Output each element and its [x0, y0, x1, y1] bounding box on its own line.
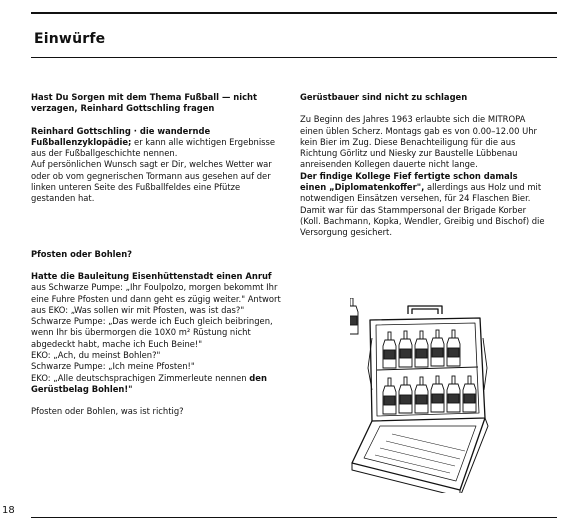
- article-paragraph: Schwarze Pumpe: „Ich meine Pfosten!": [31, 361, 195, 372]
- article-heading-pfosten: Pfosten oder Bohlen?: [31, 248, 133, 259]
- bold-lead: Reinhard Gottschling · die wandernde Fußballenzyklopädie;: [31, 125, 211, 147]
- paragraph-text: aus Schwarze Pumpe: „Ihr Foulpolzo, morgen bekommt Ihr eine Fuhre Pfosten und dann geht es zügig weiter." Antwort aus EKO: „Was sollen wir mit Pfosten, was ist das?": [31, 282, 281, 315]
- article-paragraph: EKO: „Ach, du meinst Bohlen?": [31, 350, 161, 361]
- article-paragraph: Schwarze Pumpe: „Das werde ich Euch gleich beibringen, wenn Ihr bis übermorgen die 10X0 m² Rüstung nicht abgedeckt habt, mache ich Euch Beine!": [31, 316, 273, 349]
- left-column: [31, 92, 284, 418]
- article-paragraph: [31, 373, 284, 396]
- paragraph-text: er kann alle wichtigen Ergebnisse aus der Fußballgeschichte nennen.: [31, 136, 276, 159]
- title-rule: [31, 57, 557, 58]
- paragraph-text: allerdings aus Holz und mit notwendigen Einsätzen versehen, für 24 Flaschen Bier. Damit war für das Stammpersonal der Brigade Korber (Koll. Bachmann, Kopka, Wendler, Greibig und Bischof) die Versorgung gesichert.: [300, 182, 545, 238]
- bold-lead: Der findige Kollege Fief fertigte schon damals einen „Diplomatenkoffer",: [300, 170, 518, 193]
- article-paragraph: [31, 271, 284, 316]
- top-rule: [31, 12, 557, 14]
- bottle-case-illustration: [350, 298, 500, 493]
- page-title: Einwürfe: [34, 31, 106, 47]
- article-paragraph: [31, 126, 284, 160]
- bold-lead: Hatte die Bauleitung Eisenhüttenstadt einen Anruf: [31, 270, 272, 281]
- page-number: 18: [2, 505, 15, 516]
- article-paragraph: Zu Beginn des Jahres 1963 erlaubte sich die MITROPA einen üblen Scherz. Montags gab es von 0.00–12.00 Uhr kein Bier im Zug. Diese Benachteiligung für die aus Richtung Görlitz und Niesky zur Baustelle Lübbenau anreisenden Kollegen dauerte nicht lange.: [300, 114, 537, 170]
- paragraph-text: EKO: „Alle deutschsprachigen Zimmerleute nennen: [31, 372, 247, 383]
- closing-question: Pfosten oder Bohlen, was ist richtig?: [31, 406, 184, 417]
- bold-text: den Gerüstbelag Bohlen!": [31, 372, 267, 394]
- article-paragraph: [300, 171, 546, 239]
- bottom-rule: [31, 517, 557, 518]
- article-heading-fussball: Hast Du Sorgen mit dem Thema Fußball — nicht verzagen, Reinhard Gottschling fragen: [31, 92, 257, 114]
- article-paragraph: Auf persönlichen Wunsch sagt er Dir, welches Wetter war oder ob vom gegnerischen Tormann aus gesehen auf der linken unteren Seite des Fußballfeldes eine Pfütze gestanden hat.: [31, 159, 272, 204]
- right-column: [300, 92, 546, 239]
- article-heading-geruestbauer: Gerüstbauer sind nicht zu schlagen: [300, 92, 468, 102]
